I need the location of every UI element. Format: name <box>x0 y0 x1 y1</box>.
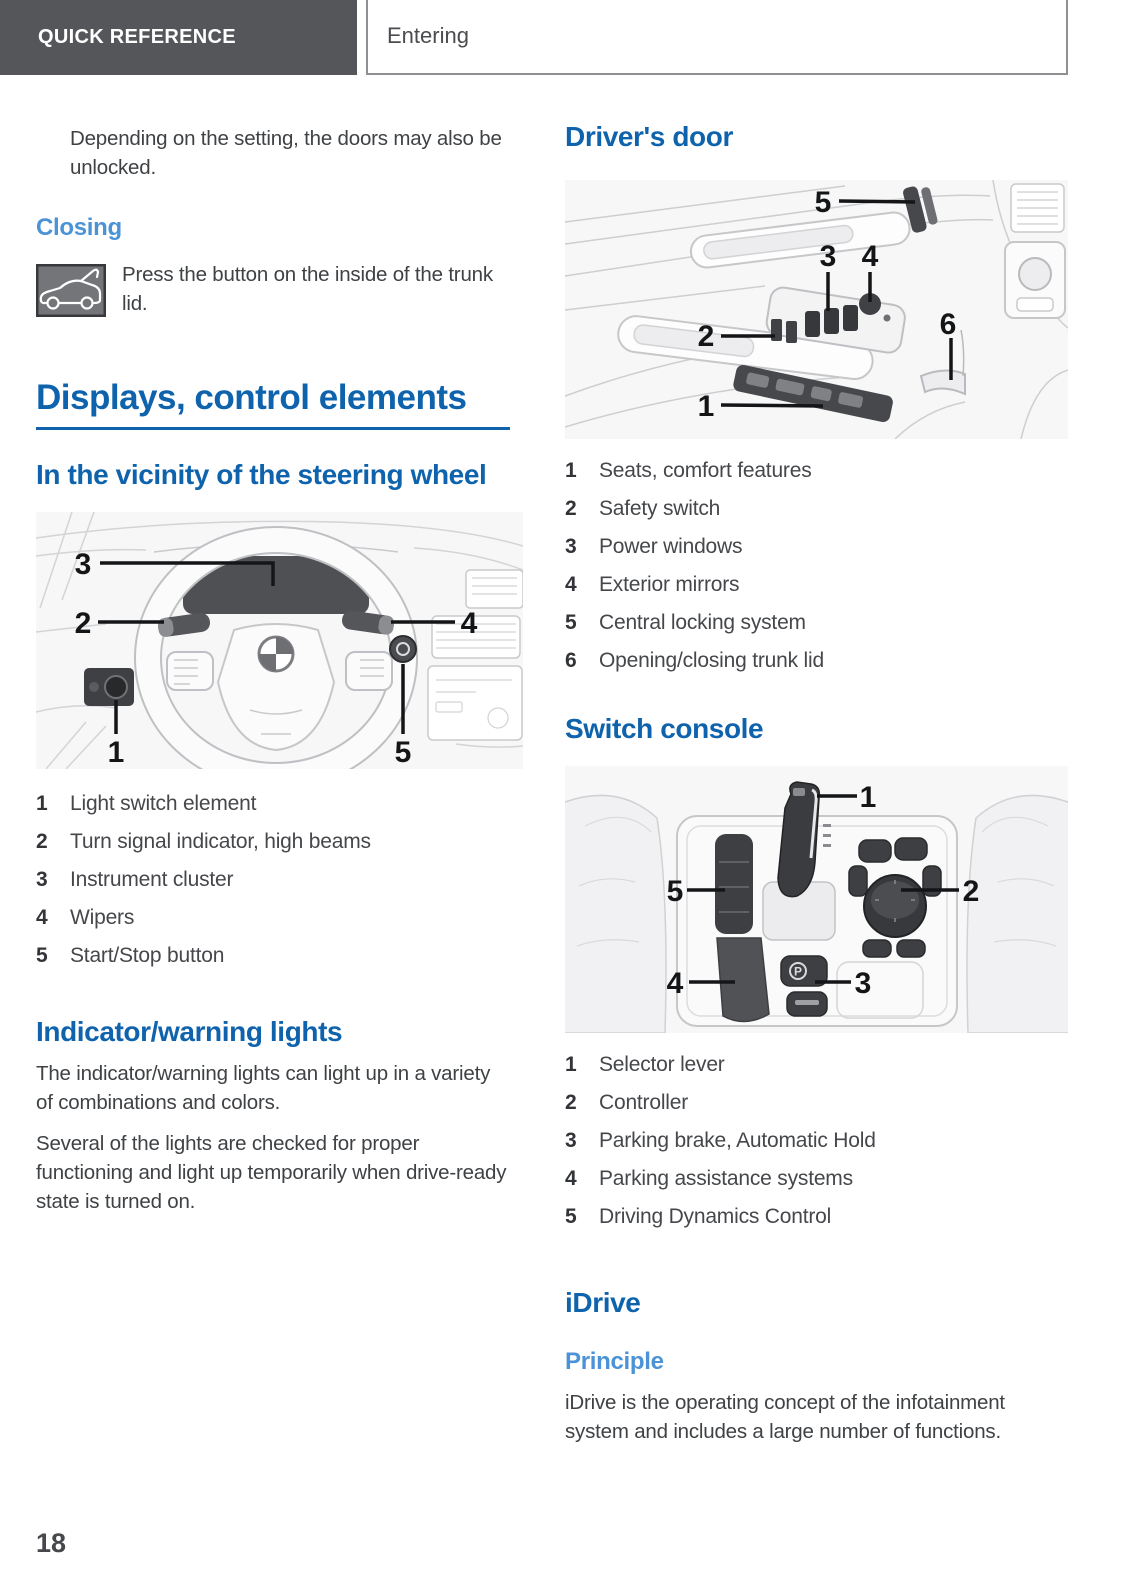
indicator-paragraph-1: The indicator/warning lights can light up in a variety of combinations and colors. <box>36 1062 491 1114</box>
svg-text:4: 4 <box>666 967 684 1000</box>
steering-wheel-illustration <box>36 512 523 769</box>
section-tab-label: QUICK REFERENCE <box>38 26 236 48</box>
legend-item: 4 Exterior mirrors <box>565 573 740 596</box>
chapter-title-box <box>366 0 1068 75</box>
svg-text:4: 4 <box>861 240 879 273</box>
svg-text:6: 6 <box>939 308 957 341</box>
idrive-heading: iDrive <box>565 1287 641 1318</box>
legend-item: 5 Driving Dynamics Control <box>565 1205 832 1228</box>
legend-item: 1 Light switch element <box>36 792 257 815</box>
legend-item: 1 Selector lever <box>565 1053 725 1076</box>
drivers-door-heading: Driver's door <box>565 121 733 152</box>
steering-legend <box>36 785 510 975</box>
svg-text:3: 3 <box>819 240 837 273</box>
left-column <box>36 108 510 1216</box>
svg-text:5: 5 <box>394 736 412 769</box>
svg-text:1: 1 <box>859 781 877 814</box>
chapter-heading: Displays, control elements <box>36 378 510 430</box>
idrive-paragraph: iDrive is the operating concept of the infotainment system and includes a large number of functions. <box>565 1391 1005 1443</box>
right-column <box>565 108 1068 1446</box>
legend-item: 1 Seats, comfort features <box>565 459 812 482</box>
svg-text:1: 1 <box>107 736 125 769</box>
legend-item: 4 Parking assistance systems <box>565 1167 853 1190</box>
svg-text:4: 4 <box>460 607 478 640</box>
svg-text:3: 3 <box>74 548 92 581</box>
svg-text:2: 2 <box>74 607 92 640</box>
legend-item: 6 Opening/closing trunk lid <box>565 649 824 672</box>
svg-text:5: 5 <box>814 186 832 219</box>
legend-item: 3 Instrument cluster <box>36 868 234 891</box>
svg-text:2: 2 <box>962 875 980 908</box>
closing-text: Press the button on the inside of the trunk lid. <box>122 263 493 315</box>
closing-instruction <box>36 264 510 322</box>
indicator-paragraph-2: Several of the lights are checked for proper functioning and light up temporarily when drive-ready state is turned on. <box>36 1132 507 1213</box>
principle-heading: Principle <box>565 1348 664 1375</box>
legend-item: 2 Controller <box>565 1091 689 1114</box>
legend-item: 2 Turn signal indicator, high beams <box>36 830 371 853</box>
legend-item: 2 Safety switch <box>565 497 721 520</box>
svg-text:5: 5 <box>666 875 684 908</box>
intro-paragraph: Depending on the setting, the doors may also be unlocked. <box>70 127 502 179</box>
drivers-door-illustration <box>565 180 1068 439</box>
legend-item: 5 Start/Stop button <box>36 944 225 967</box>
section-tab <box>0 0 357 75</box>
page-number: 18 <box>36 1528 67 1558</box>
drivers-door-legend <box>565 452 1068 680</box>
car-open-trunk-icon <box>36 264 106 322</box>
svg-text:P: P <box>793 964 803 979</box>
legend-item: 3 Power windows <box>565 535 743 558</box>
closing-heading: Closing <box>36 214 122 241</box>
legend-item: 5 Central locking system <box>565 611 806 634</box>
switch-console-illustration <box>565 766 1068 1033</box>
legend-item: 3 Parking brake, Automatic Hold <box>565 1129 876 1152</box>
steering-heading: In the vicinity of the steering wheel <box>36 459 487 490</box>
svg-text:3: 3 <box>854 967 872 1000</box>
legend-item: 4 Wipers <box>36 906 135 929</box>
switch-console-heading: Switch console <box>565 713 764 744</box>
svg-text:2: 2 <box>697 320 715 353</box>
chapter-title: Entering <box>387 23 469 48</box>
switch-console-legend <box>565 1046 1068 1236</box>
svg-text:1: 1 <box>697 390 715 423</box>
indicator-heading: Indicator/warning lights <box>36 1016 343 1047</box>
